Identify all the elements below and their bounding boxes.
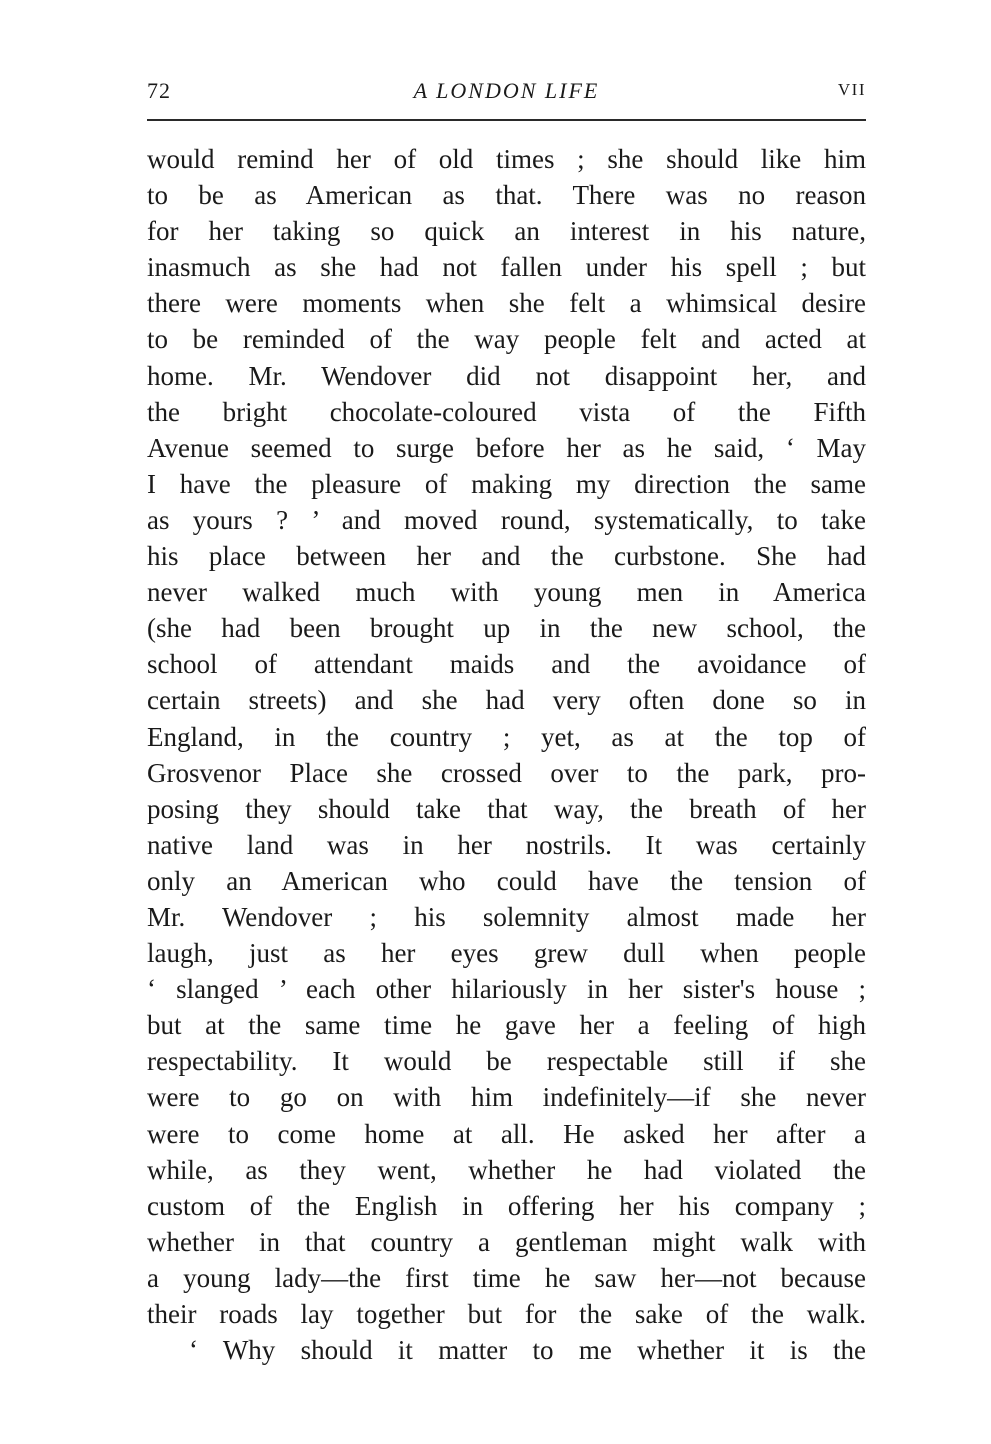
text-line: for her taking so quick an interest in his nature, bbox=[147, 216, 866, 247]
text-line: were to go on with him indefinitely—if she never bbox=[147, 1082, 866, 1113]
running-title: A LONDON LIFE bbox=[413, 78, 600, 103]
text-line: a young lady—the first time he saw her—not because bbox=[147, 1262, 866, 1293]
text-line: posing they should take that way, the breath of her bbox=[147, 793, 866, 824]
text-line: native land was in her nostrils. It was certainly bbox=[147, 829, 866, 860]
text-line: Mr. Wendover ; his solemnity almost made her bbox=[147, 901, 866, 932]
text-line: were to come home at all. He asked her after a bbox=[147, 1118, 866, 1149]
text-line: to be as American as that. There was no reason bbox=[147, 180, 866, 211]
text-line: but at the same time he gave her a feeling of high bbox=[147, 1010, 866, 1041]
text-line: laugh, just as her eyes grew dull when people bbox=[147, 938, 866, 969]
text-line: the bright chocolate-coloured vista of the Fifth bbox=[147, 396, 866, 427]
text-line: inasmuch as she had not fallen under his spell ; but bbox=[147, 252, 866, 283]
text-line: (she had been brought up in the new school, the bbox=[147, 613, 866, 644]
text-line: England, in the country ; yet, as at the top of bbox=[147, 721, 866, 752]
text-line: I have the pleasure of making my direction the same bbox=[147, 468, 866, 499]
text-line: their roads lay together but for the sake of the walk. bbox=[147, 1299, 866, 1329]
text-line: never walked much with young men in America bbox=[147, 577, 866, 608]
page-number: 72 bbox=[147, 78, 171, 103]
text-line: Avenue seemed to surge before her as he said, ‘ May bbox=[147, 432, 866, 463]
text-line: while, as they went, whether he had violated the bbox=[147, 1154, 866, 1185]
text-line: certain streets) and she had very often done so in bbox=[147, 685, 866, 716]
text-line: custom of the English in offering her his company ; bbox=[147, 1190, 866, 1221]
text-line: home. Mr. Wendover did not disappoint her, and bbox=[147, 360, 866, 391]
text-line: Grosvenor Place she crossed over to the park, pro- bbox=[147, 757, 866, 788]
chapter-number: VII bbox=[837, 80, 866, 99]
text-line: his place between her and the curbstone. She had bbox=[147, 541, 866, 572]
text-line: ‘ Why should it matter to me whether it is the bbox=[189, 1335, 866, 1366]
text-line: whether in that country a gentleman might walk with bbox=[147, 1226, 866, 1257]
body-text bbox=[147, 141, 866, 1368]
text-line: as yours ? ’ and moved round, systematically, to take bbox=[147, 504, 866, 535]
text-line: there were moments when she felt a whimsical desire bbox=[147, 288, 866, 319]
text-line: school of attendant maids and the avoidance of bbox=[147, 649, 866, 680]
text-line: ‘ slanged ’ each other hilariously in her sister's house ; bbox=[147, 974, 866, 1005]
header-rule bbox=[147, 119, 866, 121]
running-head bbox=[147, 78, 866, 108]
text-line: to be reminded of the way people felt and acted at bbox=[147, 324, 866, 355]
text-line: respectability. It would be respectable still if she bbox=[147, 1046, 866, 1077]
text-line: would remind her of old times ; she should like him bbox=[147, 144, 866, 174]
text-line: only an American who could have the tension of bbox=[147, 865, 866, 896]
